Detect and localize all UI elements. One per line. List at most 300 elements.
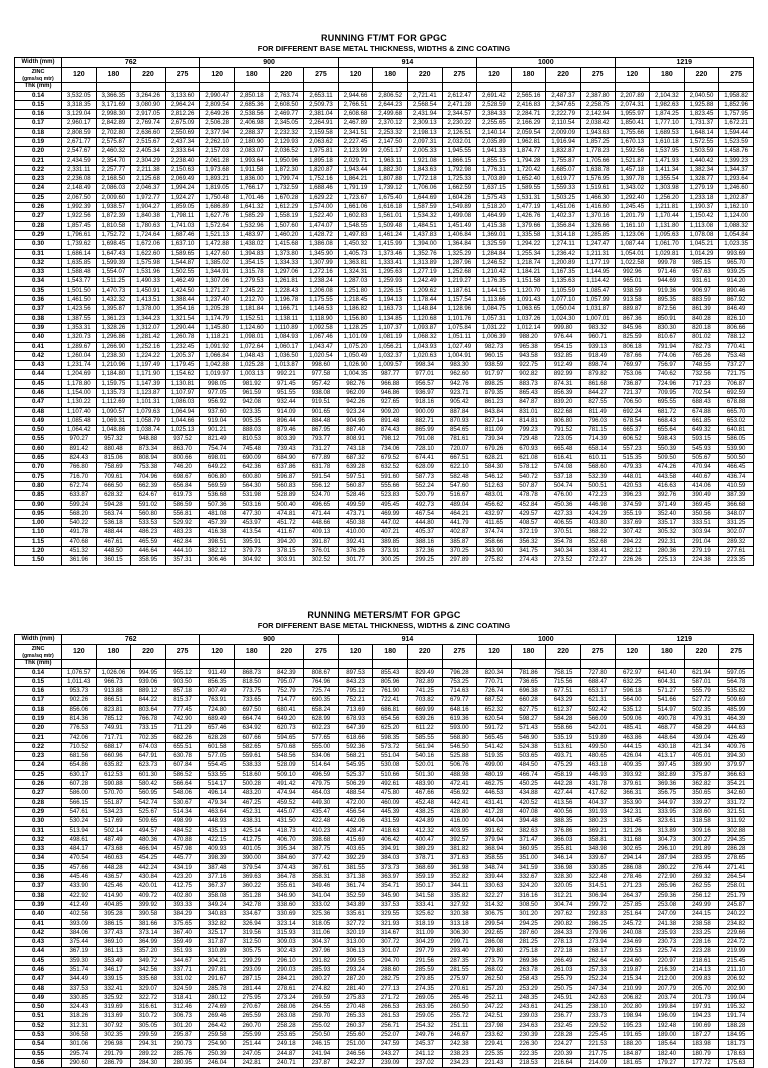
value-cell: 1,060.17	[269, 342, 304, 351]
value-cell: 1,698.45	[96, 240, 131, 249]
value-cell: 490.78	[650, 714, 685, 723]
zinc-header: 120	[62, 645, 97, 660]
value-cell: 672.97	[615, 668, 650, 677]
table-row	[15, 817, 754, 826]
value-cell: 687.32	[338, 454, 373, 463]
value-cell: 942.08	[234, 398, 269, 407]
value-cell: 3,532.05	[62, 91, 97, 100]
value-cell: 1,020.63	[407, 351, 442, 360]
value-cell: 2,159.58	[304, 128, 339, 137]
value-cell: 2,608.50	[269, 100, 304, 109]
value-cell: 556.12	[304, 481, 339, 490]
value-cell: 687.52	[477, 696, 512, 705]
table-row	[15, 147, 754, 156]
value-cell: 905.35	[234, 416, 269, 425]
value-cell: 880.48	[96, 444, 131, 453]
value-cell: 280.22	[650, 863, 685, 872]
value-cell: 219.99	[719, 947, 754, 956]
value-cell: 331.25	[719, 519, 754, 528]
value-cell: 1,036.50	[269, 351, 304, 360]
value-cell: 798.12	[373, 435, 408, 444]
value-cell: 448.93	[200, 817, 235, 826]
value-cell: 382.89	[650, 770, 685, 779]
value-cell: 1,585.29	[234, 212, 269, 221]
thickness-cell: 0.44	[15, 947, 62, 956]
value-cell: 1,091.92	[200, 342, 235, 351]
thickness-cell: 0.39	[15, 900, 62, 909]
value-cell: 1,069.31	[96, 416, 131, 425]
value-cell: 262.55	[684, 882, 719, 891]
value-cell: 1,246.60	[719, 184, 754, 193]
value-cell: 264.42	[200, 1021, 235, 1030]
value-cell: 444.15	[615, 742, 650, 751]
width-header: 762	[62, 635, 200, 645]
thickness-cell: 0.19	[15, 137, 62, 146]
value-cell: 1,081.19	[373, 333, 408, 342]
value-cell: 250.75	[546, 984, 581, 993]
value-cell: 1,247.47	[580, 240, 615, 249]
value-cell: 1,720.42	[511, 165, 546, 174]
value-cell: 360.95	[511, 845, 546, 854]
value-cell: 2,568.54	[407, 100, 442, 109]
value-cell: 306.75	[477, 910, 512, 919]
zinc-header: 275	[580, 645, 615, 660]
value-cell: 766.78	[131, 714, 166, 723]
value-cell: 560.80	[131, 509, 166, 518]
zinc-corner-line2: (gms/sq mtr)	[22, 75, 54, 82]
value-cell: 257.85	[615, 900, 650, 909]
value-cell: 2,345.05	[269, 119, 304, 128]
value-cell: 1,061.70	[650, 240, 685, 249]
value-cell: 547.60	[442, 481, 477, 490]
value-cell: 674.41	[407, 454, 442, 463]
value-cell: 281.25	[511, 938, 546, 947]
value-cell: 898.74	[580, 361, 615, 370]
value-cell: 1,051.11	[442, 333, 477, 342]
value-cell: 391.93	[580, 807, 615, 816]
value-cell: 756.97	[650, 361, 685, 370]
value-cell: 355.19	[615, 509, 650, 518]
value-cell: 237.98	[477, 1021, 512, 1030]
value-cell: 988.20	[511, 333, 546, 342]
thickness-cell: 0.38	[15, 314, 62, 323]
value-cell: 463.18	[580, 761, 615, 770]
ft-table	[14, 57, 754, 566]
value-cell: 1,333.41	[373, 258, 408, 267]
value-cell: 499.00	[477, 761, 512, 770]
value-cell: 1,411.34	[650, 165, 685, 174]
thickness-cell: 0.21	[15, 156, 62, 165]
value-cell: 312.46	[165, 1003, 200, 1012]
zinc-header-row	[15, 68, 754, 83]
value-cell: 1,757.95	[719, 110, 754, 119]
value-cell: 1,405.73	[338, 249, 373, 258]
value-cell: 472.00	[338, 798, 373, 807]
value-cell: 524.70	[304, 491, 339, 500]
value-cell: 2,032.01	[442, 137, 477, 146]
value-cell: 393.33	[165, 900, 200, 909]
value-cell: 344.67	[165, 956, 200, 965]
table-row	[15, 481, 754, 490]
empty-header-cell	[615, 83, 650, 92]
value-cell: 847.87	[511, 398, 546, 407]
value-cell: 739.34	[477, 435, 512, 444]
value-cell: 740.62	[650, 370, 685, 379]
value-cell: 331.02	[165, 975, 200, 984]
value-cell: 294.25	[511, 919, 546, 928]
value-cell: 914.09	[269, 407, 304, 416]
empty-header-cell	[580, 83, 615, 92]
value-cell: 245.91	[546, 993, 581, 1002]
value-cell: 262.50	[477, 975, 512, 984]
value-cell: 533.53	[131, 519, 166, 528]
value-cell: 601.30	[131, 770, 166, 779]
value-cell: 313.18	[442, 919, 477, 928]
value-cell: 1,179.45	[165, 361, 200, 370]
value-cell: 483.01	[477, 491, 512, 500]
value-cell: 304.92	[234, 556, 269, 565]
value-cell: 305.32	[650, 528, 685, 537]
value-cell: 842.39	[269, 668, 304, 677]
value-cell: 468.77	[650, 724, 685, 733]
value-cell: 1,840.38	[131, 212, 166, 221]
value-cell: 354.78	[546, 537, 581, 546]
value-cell: 320.38	[442, 910, 477, 919]
table-row	[15, 938, 754, 947]
value-cell: 404.85	[96, 900, 131, 909]
value-cell: 1,124.60	[234, 323, 269, 332]
value-cell: 936.97	[407, 389, 442, 398]
thickness-cell: 0.33	[15, 268, 62, 277]
value-cell: 2,377.94	[200, 128, 235, 137]
value-cell: 600.80	[234, 472, 269, 481]
value-cell: 369.45	[684, 500, 719, 509]
value-cell: 569.59	[200, 481, 235, 490]
value-cell: 545.93	[684, 444, 719, 453]
value-cell: 272.18	[546, 947, 581, 956]
value-cell: 2,550.69	[165, 128, 200, 137]
empty-header-cell	[511, 660, 546, 669]
value-cell: 1,343.02	[615, 184, 650, 193]
value-cell: 2,344.57	[442, 110, 477, 119]
empty-header-cell	[684, 83, 719, 92]
value-cell: 371.47	[511, 835, 546, 844]
value-cell: 333.02	[304, 900, 339, 909]
value-cell: 2,487.37	[546, 91, 581, 100]
value-cell: 215.34	[615, 975, 650, 984]
value-cell: 2,157.03	[200, 147, 235, 156]
value-cell: 2,653.11	[304, 91, 339, 100]
value-cell: 865.99	[407, 426, 442, 435]
value-cell: 396.23	[615, 491, 650, 500]
value-cell: 322.72	[131, 993, 166, 1002]
value-cell: 444.63	[719, 724, 754, 733]
value-cell: 269.46	[200, 1012, 235, 1021]
value-cell: 845.96	[615, 323, 650, 332]
value-cell: 253.29	[511, 984, 546, 993]
value-cell: 1,472.88	[200, 240, 235, 249]
value-cell: 220.97	[650, 956, 685, 965]
value-cell: 1,810.58	[96, 221, 131, 230]
value-cell: 361.98	[442, 863, 477, 872]
value-cell: 801.02	[684, 333, 719, 342]
value-cell: 1,938.57	[96, 203, 131, 212]
value-cell: 599.24	[62, 500, 97, 509]
value-cell: 527.72	[684, 696, 719, 705]
value-cell: 499.59	[338, 500, 373, 509]
value-cell: 358.66	[477, 537, 512, 546]
empty-header-cell	[477, 660, 512, 669]
value-cell: 2,222.79	[546, 110, 581, 119]
table-row	[15, 119, 754, 128]
value-cell: 312.31	[62, 1021, 97, 1030]
value-cell: 513.61	[546, 742, 581, 751]
value-cell: 345.90	[373, 891, 408, 900]
value-cell: 1,872.39	[96, 212, 131, 221]
value-cell: 1,212.70	[234, 296, 269, 305]
value-cell: 688.47	[580, 677, 615, 686]
value-cell: 314.32	[477, 900, 512, 909]
value-cell: 2,675.09	[165, 119, 200, 128]
value-cell: 1,432.32	[96, 296, 131, 305]
value-cell: 292.65	[477, 928, 512, 937]
value-cell: 250.50	[304, 1031, 339, 1040]
value-cell: 293.24	[338, 966, 373, 975]
value-cell: 682.26	[165, 733, 200, 742]
zinc-header: 180	[234, 68, 269, 83]
value-cell: 1,363.81	[338, 258, 373, 267]
value-cell: 500.51	[580, 481, 615, 490]
value-cell: 202.80	[615, 1003, 650, 1012]
value-cell: 962.60	[442, 370, 477, 379]
value-cell: 904.96	[338, 416, 373, 425]
value-cell: 296.98	[96, 1040, 131, 1049]
value-cell: 1,245.22	[234, 286, 269, 295]
thickness-cell: 0.46	[15, 966, 62, 975]
value-cell: 1,385.02	[200, 258, 235, 267]
value-cell: 593.15	[684, 435, 719, 444]
value-cell: 2,469.77	[269, 110, 304, 119]
value-cell: 306.13	[338, 947, 373, 956]
value-cell: 1,548.55	[338, 221, 373, 230]
value-cell: 2,264.91	[304, 119, 339, 128]
thickness-cell: 0.49	[15, 993, 62, 1002]
value-cell: 2,142.94	[580, 110, 615, 119]
value-cell: 1,945.55	[442, 147, 477, 156]
value-cell: 234.82	[719, 919, 754, 928]
value-cell: 550.39	[650, 444, 685, 453]
value-cell: 689.49	[200, 714, 235, 723]
value-cell: 443.58	[650, 472, 685, 481]
value-cell: 308.50	[511, 900, 546, 909]
value-cell: 324.20	[511, 882, 546, 891]
value-cell: 724.96	[650, 379, 685, 388]
empty-header-cell	[338, 660, 373, 669]
value-cell: 555.66	[373, 481, 408, 490]
value-cell: 252.24	[580, 975, 615, 984]
value-cell: 1,294.22	[511, 240, 546, 249]
value-cell: 375.44	[62, 938, 97, 947]
value-cell: 1,148.84	[407, 305, 442, 314]
value-cell: 386.15	[96, 919, 131, 928]
value-cell: 697.50	[234, 705, 269, 714]
value-cell: 339.15	[96, 975, 131, 984]
value-cell: 692.24	[615, 407, 650, 416]
value-cell: 742.06	[62, 733, 97, 742]
value-cell: 260.70	[234, 1021, 269, 1030]
value-cell: 431.59	[373, 817, 408, 826]
table-row	[15, 110, 754, 119]
value-cell: 296.10	[269, 956, 304, 965]
empty-header-cell	[165, 660, 200, 669]
value-cell: 1,958.82	[719, 91, 754, 100]
value-cell: 228.28	[546, 1031, 581, 1040]
value-cell: 333.41	[407, 900, 442, 909]
value-cell: 1,554.07	[96, 268, 131, 277]
value-cell: 728.10	[407, 444, 442, 453]
value-cell: 234.63	[511, 1021, 546, 1030]
value-cell: 1,373.80	[269, 249, 304, 258]
value-cell: 503.16	[234, 500, 269, 509]
value-cell: 1,313.89	[407, 258, 442, 267]
value-cell: 753.48	[719, 351, 754, 360]
value-cell: 1,750.48	[200, 193, 235, 202]
value-cell: 746.20	[165, 463, 200, 472]
value-cell: 654.86	[62, 761, 97, 770]
value-cell: 1,352.76	[407, 249, 442, 258]
value-cell: 412.32	[407, 826, 442, 835]
value-cell: 269.59	[304, 993, 339, 1002]
thickness-cell: 0.29	[15, 807, 62, 816]
thickness-cell: 0.26	[15, 203, 62, 212]
value-cell: 568.20	[62, 509, 97, 518]
value-cell: 374.74	[477, 528, 512, 537]
value-cell: 285.78	[200, 984, 235, 993]
value-cell: 299.54	[477, 919, 512, 928]
value-cell: 903.50	[165, 677, 200, 686]
value-cell: 2,769.74	[131, 119, 166, 128]
value-cell: 2,509.73	[304, 100, 339, 109]
value-cell: 479.34	[200, 798, 235, 807]
table-row	[15, 184, 754, 193]
value-cell: 1,218.74	[511, 258, 546, 267]
value-cell: 1,820.87	[304, 165, 339, 174]
value-cell: 446.53	[477, 789, 512, 798]
value-cell: 765.26	[684, 351, 719, 360]
value-cell: 509.65	[131, 817, 166, 826]
value-cell: 449.30	[304, 798, 339, 807]
value-cell: 265.59	[234, 1012, 269, 1021]
zinc-header: 180	[373, 645, 408, 660]
value-cell: 1,078.08	[684, 230, 719, 239]
value-cell: 517.69	[96, 817, 131, 826]
value-cell: 665.70	[719, 407, 754, 416]
value-cell: 1,084.75	[477, 305, 512, 314]
value-cell: 734.06	[373, 444, 408, 453]
value-cell: 1,202.87	[719, 193, 754, 202]
value-cell: 1,128.96	[442, 305, 477, 314]
value-cell: 781.86	[511, 668, 546, 677]
value-cell: 616.41	[546, 454, 581, 463]
value-cell: 566.15	[62, 798, 97, 807]
value-cell: 307.42	[615, 528, 650, 537]
value-cell: 2,288.37	[234, 128, 269, 137]
value-cell: 301.77	[338, 556, 373, 565]
value-cell: 820.18	[684, 323, 719, 332]
value-cell: 1,378.00	[131, 305, 166, 314]
thickness-cell: 0.17	[15, 696, 62, 705]
value-cell: 320.19	[338, 928, 373, 937]
value-cell: 475.29	[546, 761, 581, 770]
value-cell: 720.07	[442, 444, 477, 453]
value-cell: 966.88	[373, 379, 408, 388]
value-cell: 332.41	[96, 984, 131, 993]
value-cell: 582.65	[234, 742, 269, 751]
value-cell: 1,379.66	[511, 221, 546, 230]
table-row	[15, 165, 754, 174]
value-cell: 1,098.01	[234, 333, 269, 342]
value-cell: 2,387.80	[580, 91, 615, 100]
table-row	[15, 789, 754, 798]
value-cell: 2,257.77	[96, 165, 131, 174]
thickness-cell: 0.32	[15, 258, 62, 267]
value-cell: 361.96	[62, 556, 97, 565]
value-cell: 1,975.81	[304, 147, 339, 156]
value-cell: 487.49	[96, 835, 131, 844]
value-cell: 287.15	[234, 975, 269, 984]
value-cell: 965.38	[511, 342, 546, 351]
table-row	[15, 919, 754, 928]
table-row	[15, 370, 754, 379]
thickness-cell: 0.95	[15, 509, 62, 518]
value-cell: 1,090.57	[96, 407, 131, 416]
value-cell: 1,251.80	[338, 286, 373, 295]
value-cell: 342.60	[719, 789, 754, 798]
value-cell: 560.87	[338, 481, 373, 490]
value-cell: 525.37	[338, 770, 373, 779]
value-cell: 725.74	[304, 687, 339, 696]
value-cell: 351.28	[234, 891, 269, 900]
value-cell: 541.66	[650, 696, 685, 705]
value-cell: 2,702.80	[96, 128, 131, 137]
value-cell: 410.23	[304, 826, 339, 835]
value-cell: 2,140.14	[477, 128, 512, 137]
value-cell: 2,232.32	[269, 128, 304, 137]
value-cell: 556.81	[165, 509, 200, 518]
value-cell: 306.73	[165, 1012, 200, 1021]
value-cell: 293.40	[442, 947, 477, 956]
value-cell: 1,955.97	[615, 110, 650, 119]
value-cell: 1,113.66	[477, 296, 512, 305]
value-cell: 279.80	[477, 947, 512, 956]
value-cell: 856.35	[200, 677, 235, 686]
value-cell: 1,644.69	[407, 193, 442, 202]
value-cell: 391.62	[477, 826, 512, 835]
value-cell: 896.44	[269, 416, 304, 425]
value-cell: 1,079.63	[131, 407, 166, 416]
value-cell: 1,226.15	[373, 286, 408, 295]
value-cell: 192.48	[650, 1021, 685, 1030]
value-cell: 498.61	[62, 835, 97, 844]
value-cell: 446.93	[580, 770, 615, 779]
thickness-cell: 0.53	[15, 1031, 62, 1040]
value-cell: 1,023.35	[719, 240, 754, 249]
value-cell: 321.26	[615, 826, 650, 835]
value-cell: 249.18	[269, 1040, 304, 1049]
value-cell: 222.35	[511, 1049, 546, 1058]
value-cell: 2,069.49	[165, 175, 200, 184]
value-cell: 412.75	[165, 882, 200, 891]
